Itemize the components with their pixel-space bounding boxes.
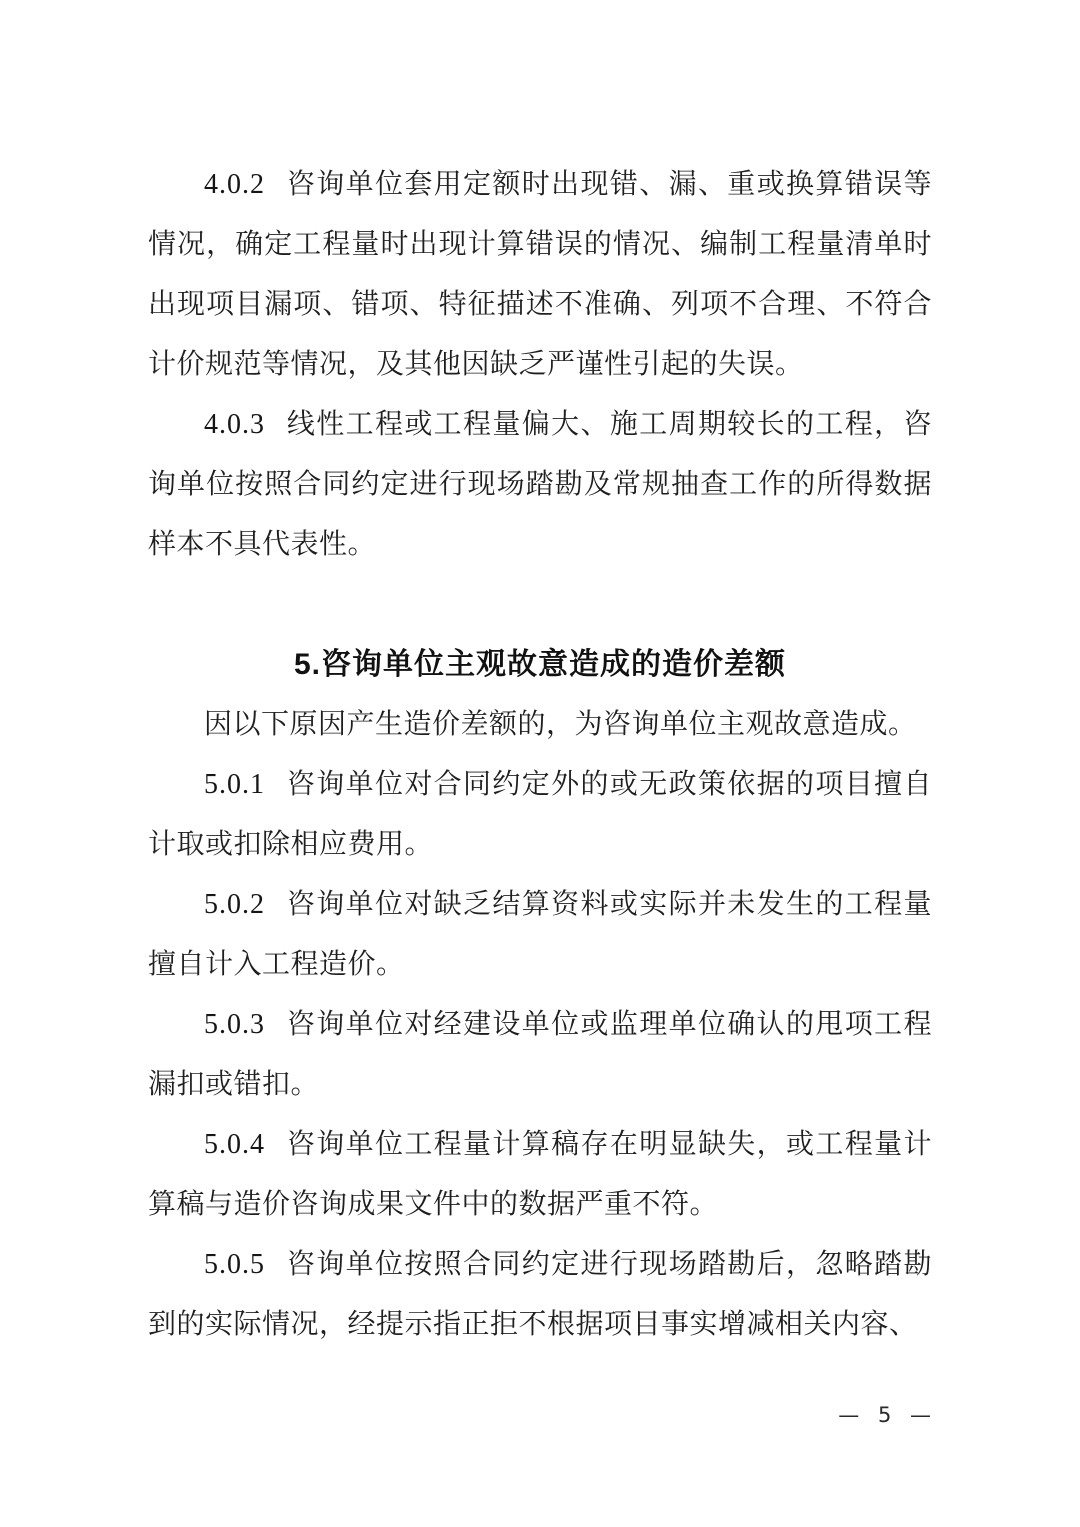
clause-5-0-2-number: 5.0.2 xyxy=(204,889,265,920)
clause-5-0-3 xyxy=(148,995,932,1115)
clause-5-0-5 xyxy=(148,1235,932,1355)
clause-5-0-4-number: 5.0.4 xyxy=(204,1129,265,1160)
clause-4-0-3-number: 4.0.3 xyxy=(204,409,265,440)
clause-5-0-4 xyxy=(148,1115,932,1235)
clause-4-0-3 xyxy=(148,395,932,575)
clause-4-0-3-text: 线性工程或工程量偏大、施工周期较长的工程，咨询单位按照合同约定进行现场踏勘及常规抽查工作的所得数据样本不具代表性。 xyxy=(148,409,932,560)
page-number: — 5 — xyxy=(838,1403,932,1427)
section-5-intro: 因以下原因产生造价差额的，为咨询单位主观故意造成。 xyxy=(204,709,917,740)
clause-5-0-1 xyxy=(148,755,932,875)
clause-5-0-5-text: 咨询单位按照合同约定进行现场踏勘后，忽略踏勘到的实际情况，经提示指正拒不根据项目事实增减相关内容、 xyxy=(148,1249,932,1340)
clause-5-0-1-number: 5.0.1 xyxy=(204,769,265,800)
page-content xyxy=(148,155,932,1355)
clause-4-0-2 xyxy=(148,155,932,395)
clause-4-0-2-number: 4.0.2 xyxy=(204,169,265,200)
clause-5-0-3-text: 咨询单位对经建设单位或监理单位确认的甩项工程漏扣或错扣。 xyxy=(148,1009,932,1100)
clause-5-0-2 xyxy=(148,875,932,995)
clause-5-0-5-number: 5.0.5 xyxy=(204,1249,265,1280)
clause-5-0-4-text: 咨询单位工程量计算稿存在明显缺失，或工程量计算稿与造价咨询成果文件中的数据严重不符。 xyxy=(148,1129,932,1220)
clause-5-0-1-text: 咨询单位对合同约定外的或无政策依据的项目擅自计取或扣除相应费用。 xyxy=(148,769,932,860)
clause-5-0-3-number: 5.0.3 xyxy=(204,1009,265,1040)
section-5-heading: 5.咨询单位主观故意造成的造价差额 xyxy=(293,648,787,681)
clause-5-0-2-text: 咨询单位对缺乏结算资料或实际并未发生的工程量擅自计入工程造价。 xyxy=(148,889,932,980)
clause-4-0-2-text: 咨询单位套用定额时出现错、漏、重或换算错误等情况，确定工程量时出现计算错误的情况、编制工程量清单时出现项目漏项、错项、特征描述不准确、列项不合理、不符合计价规范等情况，及其他因缺乏严谨性引起的失误。 xyxy=(148,169,932,380)
